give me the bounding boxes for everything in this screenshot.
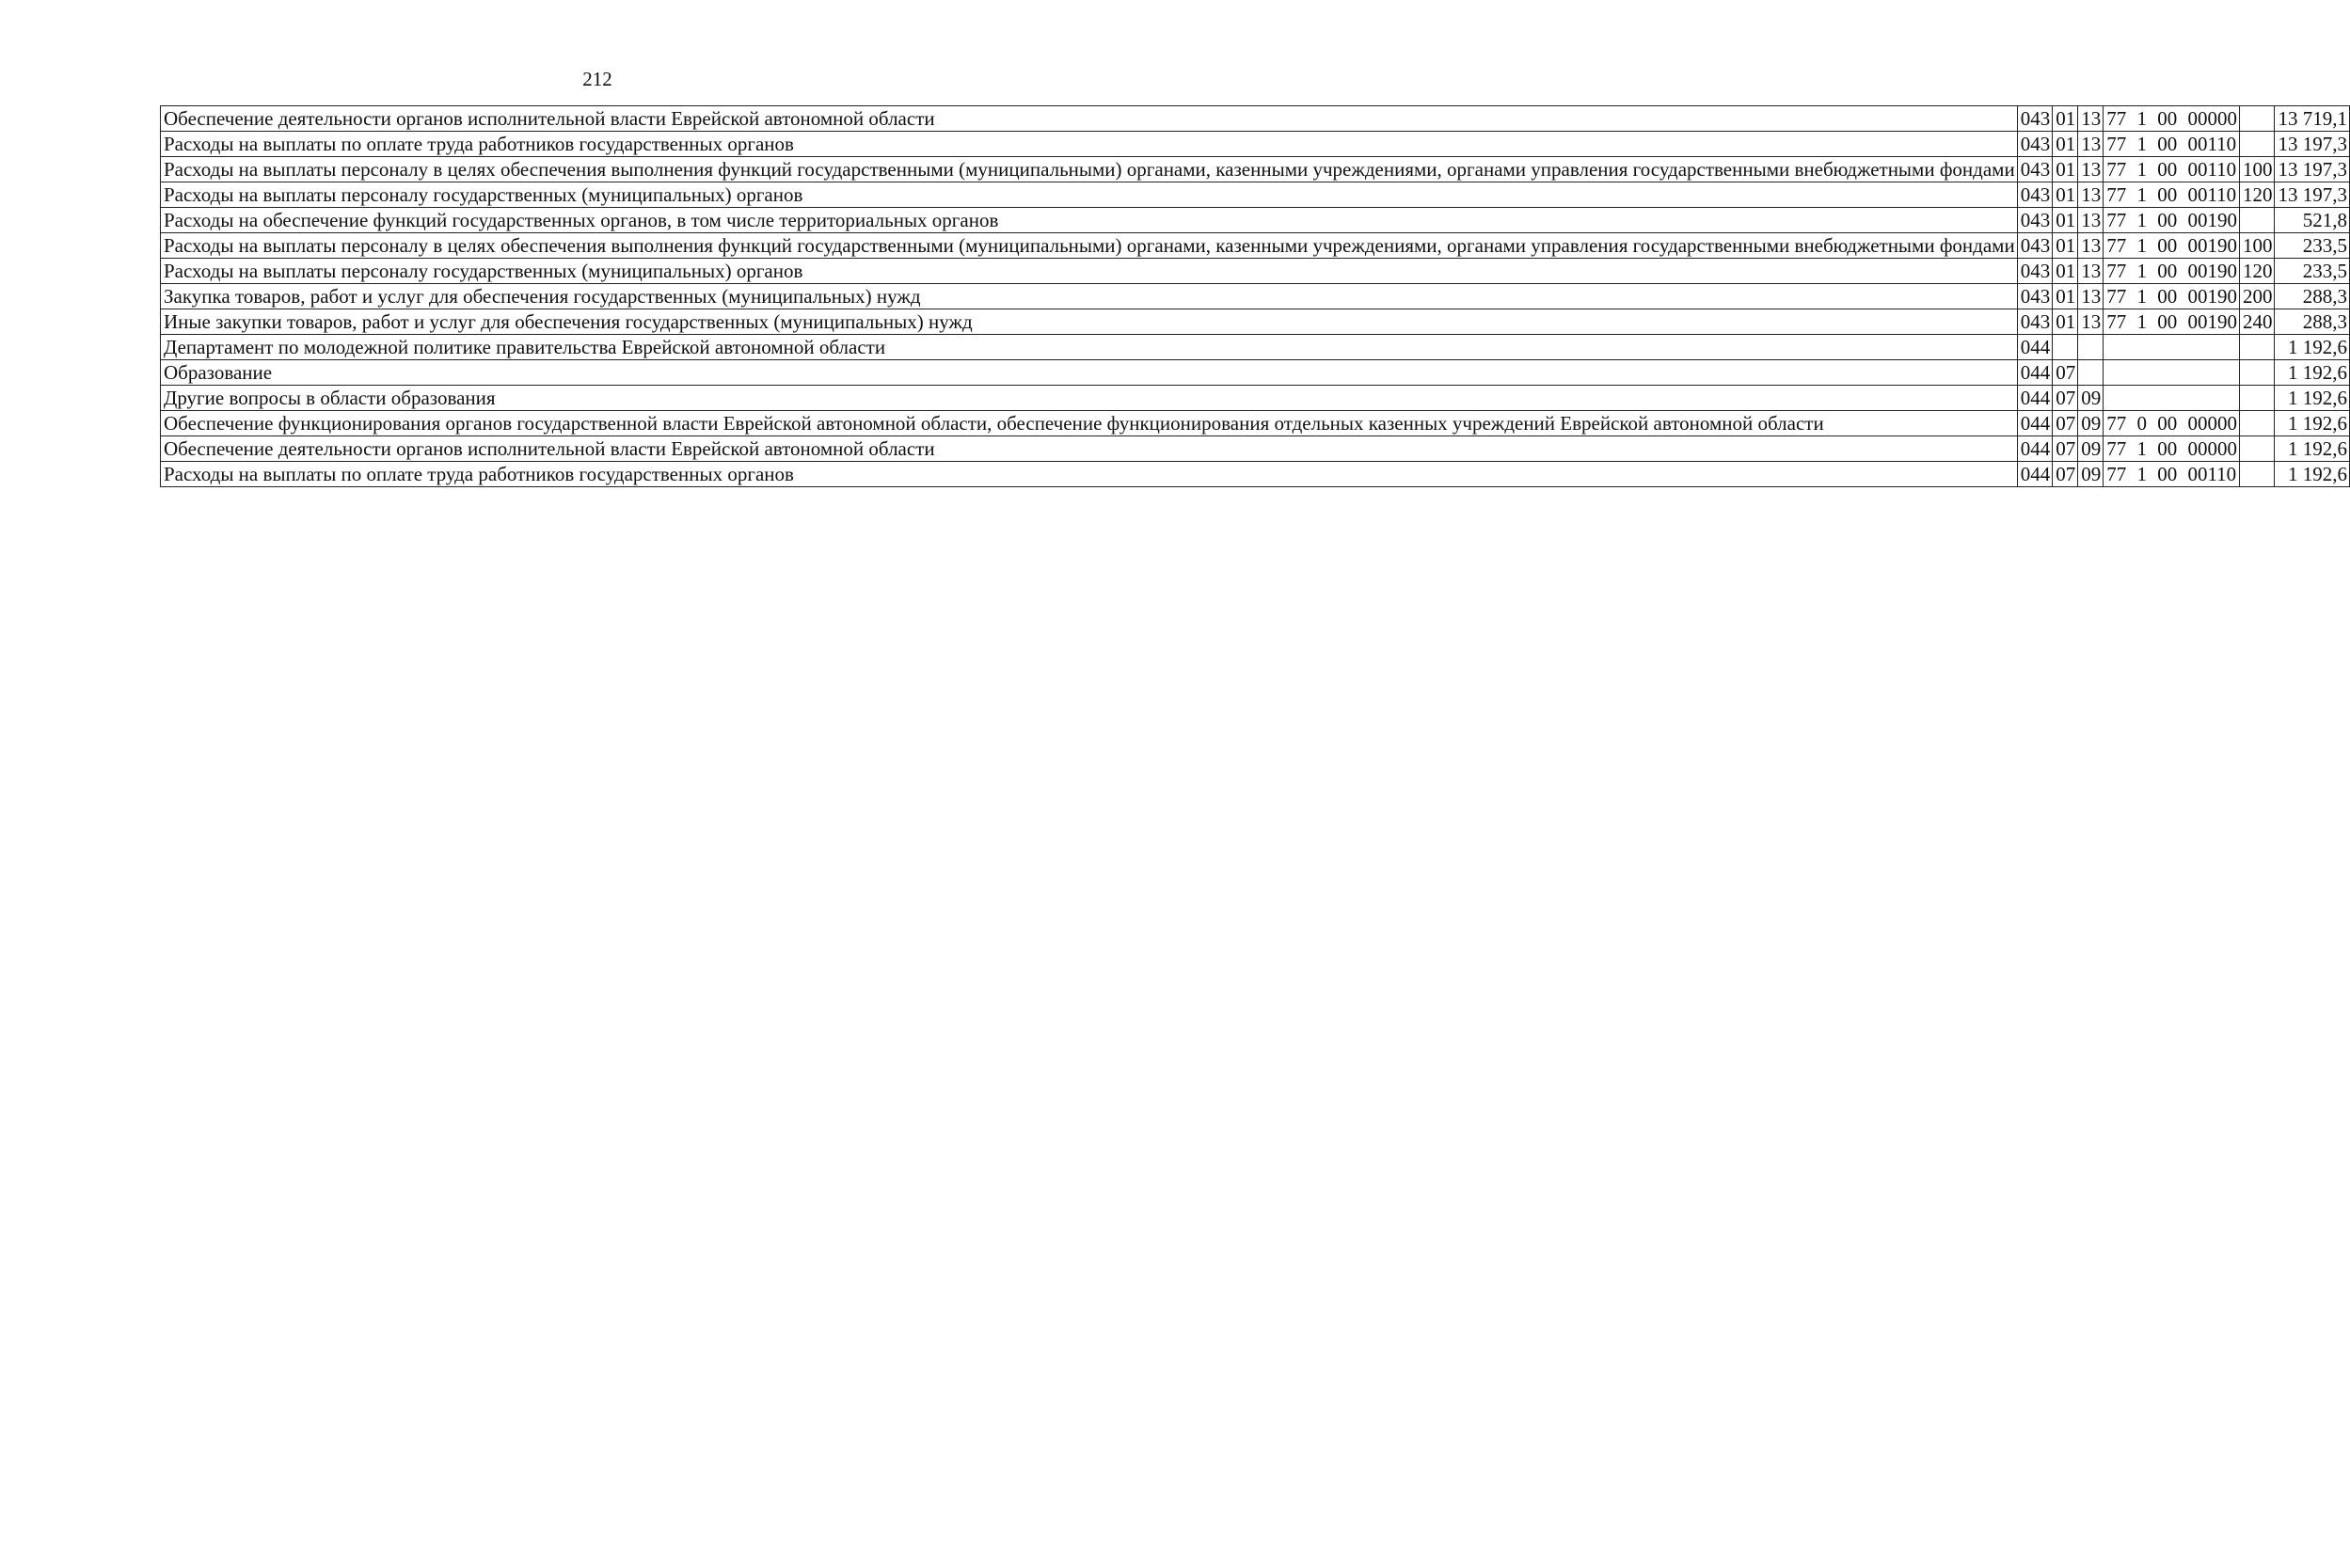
table-row (161, 259, 2350, 284)
row-name-cell: Закупка товаров, работ и услуг для обеспечения государственных (муниципальных) нужд (161, 284, 2018, 309)
expense-type-cell (2239, 386, 2275, 411)
table-row (161, 208, 2350, 233)
subsection-code-cell: 09 (2078, 386, 2104, 411)
table-row (161, 335, 2350, 360)
amount-cell: 13 719,1 (2275, 106, 2350, 132)
table-row (161, 106, 2350, 132)
row-name-cell: Расходы на выплаты персоналу в целях обеспечения выполнения функций государственными (муниципальными) органами, казенными учреждениями, органами управления государственными внебюджетными фондами (161, 233, 2018, 259)
target-item-cell: 77 1 00 00190 (2104, 309, 2240, 335)
table-row (161, 233, 2350, 259)
target-item-cell (2104, 360, 2240, 386)
row-name-cell: Расходы на обеспечение функций государственных органов, в том числе территориальных органов (161, 208, 2018, 233)
row-name-cell: Обеспечение функционирования органов государственной власти Еврейской автономной области, обеспечение функционирования отдельных казенных учреждений Еврейской автономной области (161, 411, 2018, 436)
section-code-cell: 01 (2053, 106, 2078, 132)
budget-table-body (161, 106, 2350, 487)
subsection-code-cell: 09 (2078, 436, 2104, 462)
ministry-code-cell: 043 (2017, 233, 2053, 259)
table-row (161, 284, 2350, 309)
section-code-cell: 01 (2053, 259, 2078, 284)
section-code-cell: 01 (2053, 233, 2078, 259)
target-item-cell (2104, 335, 2240, 360)
subsection-code-cell: 13 (2078, 182, 2104, 208)
target-item-cell: 77 0 00 00000 (2104, 411, 2240, 436)
page-number: 212 (582, 68, 612, 90)
expense-type-cell: 100 (2239, 157, 2275, 182)
subsection-code-cell: 13 (2078, 259, 2104, 284)
section-code-cell: 01 (2053, 208, 2078, 233)
target-item-cell: 77 1 00 00190 (2104, 284, 2240, 309)
table-row (161, 182, 2350, 208)
subsection-code-cell: 13 (2078, 132, 2104, 157)
amount-cell: 1 192,6 (2275, 436, 2350, 462)
ministry-code-cell: 043 (2017, 182, 2053, 208)
expense-type-cell (2239, 436, 2275, 462)
section-code-cell: 07 (2053, 411, 2078, 436)
expense-type-cell: 200 (2239, 284, 2275, 309)
table-row (161, 309, 2350, 335)
budget-table (160, 105, 2350, 487)
table-row (161, 411, 2350, 436)
section-code-cell: 07 (2053, 462, 2078, 487)
section-code-cell: 07 (2053, 436, 2078, 462)
ministry-code-cell: 043 (2017, 284, 2053, 309)
subsection-code-cell: 13 (2078, 157, 2104, 182)
amount-cell: 233,5 (2275, 233, 2350, 259)
ministry-code-cell: 043 (2017, 157, 2053, 182)
ministry-code-cell: 044 (2017, 335, 2053, 360)
amount-cell: 521,8 (2275, 208, 2350, 233)
ministry-code-cell: 043 (2017, 259, 2053, 284)
target-item-cell: 77 1 00 00110 (2104, 132, 2240, 157)
section-code-cell: 01 (2053, 182, 2078, 208)
expense-type-cell: 100 (2239, 233, 2275, 259)
expense-type-cell (2239, 462, 2275, 487)
amount-cell: 13 197,3 (2275, 132, 2350, 157)
ministry-code-cell: 043 (2017, 309, 2053, 335)
row-name-cell: Образование (161, 360, 2018, 386)
expense-type-cell: 120 (2239, 182, 2275, 208)
row-name-cell: Обеспечение деятельности органов исполнительной власти Еврейской автономной области (161, 106, 2018, 132)
amount-cell: 1 192,6 (2275, 335, 2350, 360)
expense-type-cell: 240 (2239, 309, 2275, 335)
table-row (161, 157, 2350, 182)
amount-cell: 233,5 (2275, 259, 2350, 284)
amount-cell: 1 192,6 (2275, 411, 2350, 436)
section-code-cell: 01 (2053, 284, 2078, 309)
amount-cell: 13 197,3 (2275, 182, 2350, 208)
expense-type-cell (2239, 411, 2275, 436)
subsection-code-cell: 13 (2078, 309, 2104, 335)
table-row (161, 386, 2350, 411)
table-row (161, 132, 2350, 157)
subsection-code-cell: 13 (2078, 284, 2104, 309)
expense-type-cell: 120 (2239, 259, 2275, 284)
target-item-cell: 77 1 00 00000 (2104, 436, 2240, 462)
section-code-cell: 07 (2053, 386, 2078, 411)
table-row (161, 360, 2350, 386)
subsection-code-cell: 13 (2078, 233, 2104, 259)
ministry-code-cell: 044 (2017, 386, 2053, 411)
amount-cell: 13 197,3 (2275, 157, 2350, 182)
row-name-cell: Департамент по молодежной политике правительства Еврейской автономной области (161, 335, 2018, 360)
ministry-code-cell: 043 (2017, 208, 2053, 233)
target-item-cell: 77 1 00 00110 (2104, 157, 2240, 182)
amount-cell: 1 192,6 (2275, 462, 2350, 487)
section-code-cell (2053, 335, 2078, 360)
table-row (161, 462, 2350, 487)
amount-cell: 288,3 (2275, 309, 2350, 335)
target-item-cell: 77 1 00 00000 (2104, 106, 2240, 132)
row-name-cell: Расходы на выплаты по оплате труда работников государственных органов (161, 132, 2018, 157)
subsection-code-cell (2078, 335, 2104, 360)
row-name-cell: Другие вопросы в области образования (161, 386, 2018, 411)
ministry-code-cell: 044 (2017, 462, 2053, 487)
section-code-cell: 01 (2053, 309, 2078, 335)
target-item-cell: 77 1 00 00110 (2104, 462, 2240, 487)
ministry-code-cell: 043 (2017, 132, 2053, 157)
subsection-code-cell: 13 (2078, 106, 2104, 132)
row-name-cell: Обеспечение деятельности органов исполнительной власти Еврейской автономной области (161, 436, 2018, 462)
subsection-code-cell: 13 (2078, 208, 2104, 233)
table-row (161, 436, 2350, 462)
ministry-code-cell: 044 (2017, 360, 2053, 386)
expense-type-cell (2239, 106, 2275, 132)
section-code-cell: 07 (2053, 360, 2078, 386)
row-name-cell: Расходы на выплаты персоналу в целях обеспечения выполнения функций государственными (муниципальными) органами, казенными учреждениями, органами управления государственными внебюджетными фондами (161, 157, 2018, 182)
section-code-cell: 01 (2053, 157, 2078, 182)
expense-type-cell (2239, 335, 2275, 360)
expense-type-cell (2239, 208, 2275, 233)
expense-type-cell (2239, 360, 2275, 386)
subsection-code-cell: 09 (2078, 462, 2104, 487)
target-item-cell: 77 1 00 00190 (2104, 233, 2240, 259)
amount-cell: 288,3 (2275, 284, 2350, 309)
target-item-cell: 77 1 00 00110 (2104, 182, 2240, 208)
ministry-code-cell: 044 (2017, 436, 2053, 462)
row-name-cell: Расходы на выплаты персоналу государственных (муниципальных) органов (161, 182, 2018, 208)
row-name-cell: Иные закупки товаров, работ и услуг для обеспечения государственных (муниципальных) нужд (161, 309, 2018, 335)
row-name-cell: Расходы на выплаты по оплате труда работников государственных органов (161, 462, 2018, 487)
subsection-code-cell: 09 (2078, 411, 2104, 436)
row-name-cell: Расходы на выплаты персоналу государственных (муниципальных) органов (161, 259, 2018, 284)
target-item-cell: 77 1 00 00190 (2104, 259, 2240, 284)
section-code-cell: 01 (2053, 132, 2078, 157)
target-item-cell: 77 1 00 00190 (2104, 208, 2240, 233)
ministry-code-cell: 044 (2017, 411, 2053, 436)
target-item-cell (2104, 386, 2240, 411)
subsection-code-cell (2078, 360, 2104, 386)
ministry-code-cell: 043 (2017, 106, 2053, 132)
expense-type-cell (2239, 132, 2275, 157)
amount-cell: 1 192,6 (2275, 360, 2350, 386)
amount-cell: 1 192,6 (2275, 386, 2350, 411)
